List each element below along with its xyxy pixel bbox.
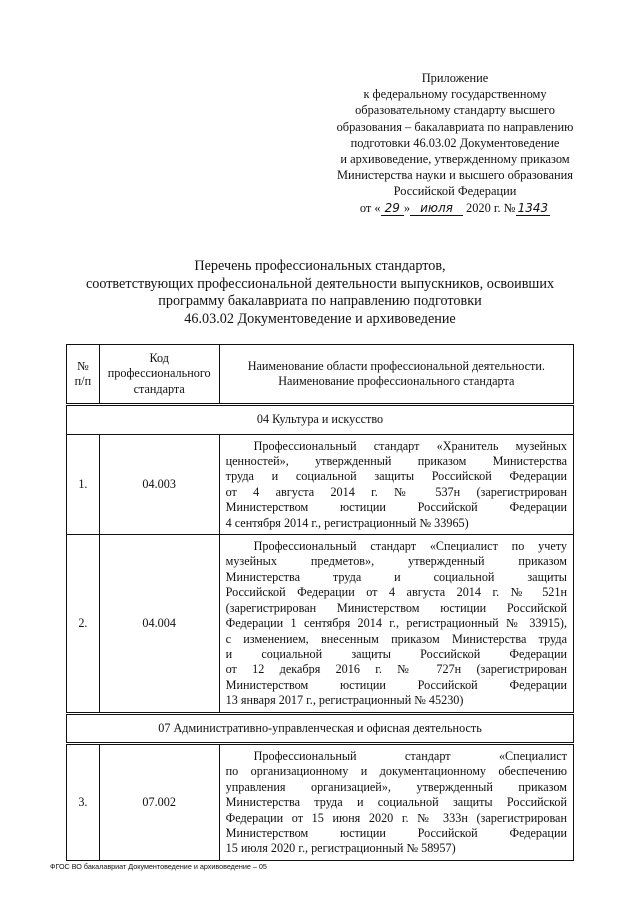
appendix-line: Приложение — [421, 71, 489, 85]
description-line: Федерации 1 сентября 2014 г., регистрационный № 33915), — [225, 616, 567, 631]
description-line: (зарегистрирован Министерством юстиции Российской — [225, 600, 567, 615]
description-line: Министерством юстиции Российской Федерации — [225, 825, 567, 840]
date-prefix: от « — [359, 200, 381, 215]
header-name: Наименование области профессиональной деятельности. Наименование профессионального стандарта — [219, 345, 573, 405]
description-line: 4 сентября 2014 г., регистрационный № 33965) — [225, 515, 469, 530]
description-line: Министерством юстиции Российской Федерации — [225, 677, 567, 692]
row-number: 3. — [67, 743, 100, 860]
description-line: от 4 августа 2014 г. № 537н (зарегистрирован — [225, 484, 567, 499]
description-line: 13 января 2017 г., регистрационный № 45230) — [225, 693, 464, 708]
footer-text: ФГОС ВО бакалавриат Документоведение и архивоведение – 05 — [50, 862, 267, 871]
description-line: Министерства труда и социальной защиты Российской — [225, 795, 567, 810]
title-line: Перечень профессиональных стандартов, — [194, 258, 446, 274]
standard-description — [219, 535, 573, 713]
table-row — [67, 434, 574, 534]
table-header-row — [67, 345, 574, 405]
standard-code: 04.004 — [99, 535, 219, 713]
date-month: июля — [420, 200, 453, 215]
header-code: Код профессионального стандарта — [99, 345, 219, 405]
section-title: 07 Административно-управленческая и офисная деятельность — [67, 713, 574, 743]
section-title: 04 Культура и искусство — [67, 405, 574, 434]
description-line: Профессиональный стандарт «Специалист — [253, 748, 567, 763]
appendix-line: к федеральному государственному — [363, 87, 547, 102]
standard-code: 04.003 — [99, 434, 219, 534]
description-line: ценностей», утвержденный приказом Министерства — [225, 454, 567, 469]
description-line: Профессиональный стандарт «Хранитель музейных — [253, 438, 567, 453]
description-line: от 12 декабря 2016 г. № 727н (зарегистрирован — [225, 662, 567, 677]
description-line: музейных предметов», утвержденный приказом — [225, 554, 567, 569]
description-line: Российской Федерации от 4 августа 2014 г. № 521н — [225, 585, 567, 600]
appendix-line: Министерства науки и высшего образования — [336, 168, 574, 183]
description-line: по организационному и документационному обеспечению — [225, 764, 567, 779]
standard-description — [219, 743, 573, 860]
appendix-block — [326, 70, 584, 216]
description-line: Министерства труда и социальной защиты — [225, 569, 567, 584]
description-line: Профессиональный стандарт «Специалист по учету — [253, 539, 567, 554]
section-row — [67, 713, 574, 743]
description-line: Министерством юстиции Российской Федерации — [225, 500, 567, 515]
row-number: 2. — [67, 535, 100, 713]
standard-code: 07.002 — [99, 743, 219, 860]
date-quote: » — [403, 200, 411, 215]
appendix-line: подготовки 46.03.02 Документоведение — [350, 135, 560, 150]
appendix-line: образовательному стандарту высшего — [355, 103, 555, 118]
document-title — [60, 258, 580, 328]
title-line: программу бакалавриата по направлению подготовки — [158, 293, 482, 309]
appendix-line: Российской Федерации — [393, 184, 517, 199]
description-line: с изменением, внесенным приказом Министерства труда — [225, 631, 567, 646]
description-line: Федерации от 15 июня 2020 г. № 333н (зарегистрирован — [225, 810, 567, 825]
description-line: труда и социальной защиты Российской Федерации — [225, 469, 567, 484]
table-row — [67, 743, 574, 860]
description-line: управления организацией», утвержденный приказом — [225, 779, 567, 794]
row-number: 1. — [67, 434, 100, 534]
title-line: 46.03.02 Документоведение и архивоведение — [184, 310, 456, 327]
description-line: и социальной защиты Российской Федерации — [225, 646, 567, 661]
appendix-line: и архивоведение, утвержденному приказом — [340, 152, 570, 167]
order-number: 1343 — [517, 200, 549, 215]
appendix-date-line — [326, 200, 584, 216]
date-year: 2020 г. № — [466, 200, 516, 215]
standards-table — [66, 344, 574, 861]
table-row — [67, 535, 574, 713]
header-num: № п/п — [67, 345, 100, 405]
section-row — [67, 405, 574, 434]
date-day: 29 — [384, 200, 400, 215]
description-line: 15 июля 2020 г., регистрационный № 58957) — [225, 841, 456, 856]
standard-description — [219, 434, 573, 534]
appendix-line: образования – бакалавриата по направлению — [336, 119, 574, 134]
title-line: соответствующих профессиональной деятельности выпускников, освоивших — [85, 275, 555, 292]
